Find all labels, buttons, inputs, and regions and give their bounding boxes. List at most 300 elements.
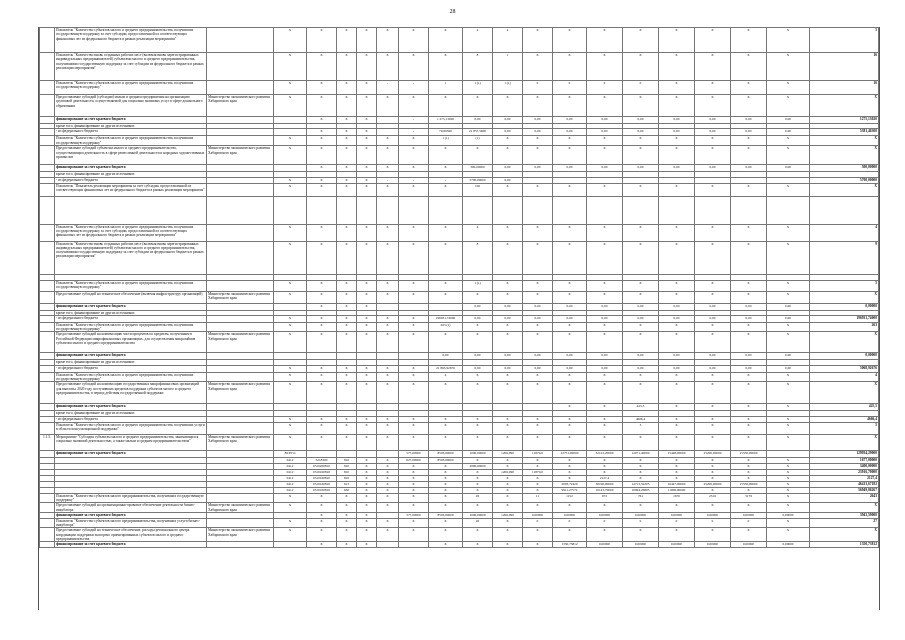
row-executor [207,129,274,136]
row-cell: X [357,241,377,274]
row-cell: X [357,81,377,95]
row-cell: X [553,434,587,450]
row-cell: X [463,416,493,422]
row-cell [377,129,399,136]
row-cell: X [767,372,810,382]
row-cell: X [429,224,463,241]
row-executor [207,196,274,224]
row-cell: X [429,542,463,548]
row-cell: 810 [337,463,357,469]
row-cell: X [274,382,307,404]
row-cell: X [523,136,553,146]
row-cell: 1000,00000 [463,450,493,457]
row-cell: X [429,291,463,303]
row-cell: 11 [523,493,553,503]
table-row [40,332,879,353]
row-cell: X [463,475,493,481]
row-name: финансирование за счет краевого бюджета [55,404,207,411]
row-cell: X [399,183,429,196]
row-cell: X [307,241,337,274]
row-total: 5 [810,28,879,53]
row-cell: X [659,280,695,291]
row-total: X [810,382,879,404]
row-cell: X [337,53,357,81]
row-cell: X [399,224,429,241]
row-cell: X [377,528,399,542]
row-number [40,528,55,542]
row-cell [623,196,659,224]
row-cell: X [377,475,399,481]
row-name: Показатель "Показатель реализации мероприятия за счет субсидии, предоставленной из соответствующих финансовых лет из федерального бюджета в рамках реализации мероприятия" [55,183,207,196]
row-cell: X [623,183,659,196]
row-cell: 16447,00000 [659,481,695,487]
row-cell: 0,00000 [659,512,695,518]
row-cell: X [767,416,810,422]
row-cell: 0 [523,81,553,95]
row-cell: X [274,372,307,382]
row-cell: 577,00000 [399,450,429,457]
row-cell: 627,00000 [399,457,429,463]
row-name: Показатель "Количество субъектов малого предпринимательства, получивших государственную поддержку" [55,493,207,503]
row-number [40,183,55,196]
row-cell: X [463,332,493,353]
row-name: Показатель "Количество субъектов малого и среднего предпринимательства, получивших государственную поддержку за счет субсидии, предоставленной из соответствующих финансовых лет из федерального бюджета в рамках реализации мероприятия" [55,224,207,241]
row-cell: X [357,224,377,241]
row-cell: X [731,241,767,274]
row-total: X [810,95,879,117]
row-cell: 0 [553,518,587,528]
row-cell: X [399,95,429,117]
row-cell [377,353,399,360]
row-cell: 0,00 [463,353,493,360]
row-cell: X [523,528,553,542]
row-cell: X [523,475,553,481]
row-cell: X [307,146,337,165]
row-executor [207,518,274,528]
row-cell: 0,00 [731,303,767,310]
row-cell: X [493,457,523,463]
row-total: X [810,136,879,146]
row-cell: X [553,241,587,274]
row-cell: X [695,457,731,463]
row-cell: X [307,303,337,310]
row-cell: 1152 [553,493,587,503]
row-cell: X [623,503,659,513]
row-cell: X [493,422,523,434]
row-cell: X [553,322,587,332]
row-cell: 8 [463,53,493,81]
row-cell: X [463,481,493,487]
row-cell: 26 [463,493,493,503]
row-cell: 0,00 [623,353,659,360]
row-cell: 0,00 [659,165,695,172]
row-cell: - [399,117,429,124]
row-cell: X [274,518,307,528]
row-cell: X [493,95,523,117]
row-cell: 810 [337,457,357,463]
row-cell: X [274,365,307,372]
row-cell: X [553,528,587,542]
row-name: финансирование за счет краевого бюджета [55,512,207,518]
row-cell: X [659,422,695,434]
row-cell: X [429,53,463,81]
row-cell: 300,00000 [463,165,493,172]
row-cell: 0 [587,81,623,95]
row-cell: X [623,241,659,274]
row-cell: X [307,422,337,434]
row-cell: X [337,129,357,136]
row-cell: X [767,183,810,196]
row-cell: X [623,291,659,303]
row-cell [337,196,357,224]
row-cell: X [523,53,553,81]
row-cell: X [337,136,357,146]
row-cell: 0,00 [553,129,587,136]
row-cell: 0,00 [523,315,553,322]
row-name: Показатель "Количество субъектов малого и среднего предпринимательства, получивших государственную поддержку" [55,372,207,382]
row-cell [399,542,429,548]
row-cell: X [731,136,767,146]
row-cell: X [357,303,377,310]
row-cell: X [587,224,623,241]
row-cell: 0,00 [587,165,623,172]
row-cell: 4 [463,224,493,241]
row-executor [207,280,274,291]
row-cell [523,404,553,411]
row-cell: X [274,53,307,81]
row-cell: X [587,146,623,165]
row-cell: X [659,183,695,196]
row-cell: X [337,280,357,291]
row-total: X [810,291,879,303]
row-cell [463,404,493,411]
row-cell: X [399,241,429,274]
row-cell: X [399,165,429,172]
row-cell: X [493,136,523,146]
row-total: 4 [810,372,879,382]
table-row [40,493,879,503]
row-cell [307,404,337,411]
row-executor [207,365,274,372]
row-cell: 810 [337,469,357,475]
row-cell [274,165,307,172]
row-cell: X [731,81,767,95]
row-cell: - [377,81,399,95]
row-cell: X [587,322,623,332]
row-cell: X [731,503,767,513]
row-cell: X [463,542,493,548]
row-cell: 32122,20000 [587,450,623,457]
row-cell: X [587,332,623,353]
row-cell: 0,00 [731,353,767,360]
row-cell: 0,00 [695,315,731,322]
row-cell: 8503,00000 [429,450,463,457]
row-cell: 0,00 [695,117,731,124]
row-cell: X [553,95,587,117]
row-cell: X [357,177,377,183]
row-cell: X [307,382,337,404]
row-total: 3943,59000 [810,512,879,518]
row-cell: X [767,469,810,475]
row-cell: X [274,434,307,450]
row-cell: X [377,136,399,146]
row-cell: 0 [659,518,695,528]
row-cell: X [493,528,523,542]
row-cell: X [357,382,377,404]
row-cell: X [429,475,463,481]
row-name: Предоставление субсидий субъектам малого и среднего предпринимательства, осуществляющим деятельность в сфере ремесленной деятельности и народных художественных промыслов [55,146,207,165]
row-total: 196931,74000 [810,315,879,322]
table-row [40,518,879,528]
row-cell: 0,00 [587,129,623,136]
row-cell: X [429,518,463,528]
row-cell: 21 857,5600 [463,129,493,136]
row-cell: 0,00000 [767,542,810,548]
row-cell: X [307,28,337,53]
row-total: X [810,434,879,450]
row-cell: 0,00 [493,117,523,124]
row-executor [207,542,274,548]
row-name: кроме того, финансирование из других источников: [55,124,207,129]
row-cell: X [463,457,493,463]
row-cell: 0,00 [493,165,523,172]
row-cell [587,196,623,224]
row-cell: X [493,372,523,382]
row-cell: X [767,503,810,513]
table-row [40,95,879,117]
row-cell: 1 [429,81,463,95]
row-cell: 0,00 [587,303,623,310]
row-cell: 425,5 [623,404,659,411]
row-cell: 30190,90000 [587,481,623,487]
table-row [40,353,879,360]
row-cell: X [587,241,623,274]
row-cell: X [429,28,463,53]
row-cell: X [767,528,810,542]
row-cell: 0,00 [463,117,493,124]
row-cell: 21 863,92676 [429,365,463,372]
row-cell [377,117,399,124]
row-cell: 8503,00000 [429,457,463,463]
row-cell: - [399,81,429,95]
row-cell: X [429,165,463,172]
row-name: кроме того, финансирование из других источников: [55,360,207,365]
row-total: X [810,146,879,165]
row-cell: X [731,332,767,353]
row-cell: 0,00 [695,165,731,172]
row-cell: X [493,542,523,548]
row-cell: X [623,95,659,117]
row-cell: X [399,291,429,303]
row-cell: X [357,146,377,165]
row-cell: X [399,416,429,422]
row-cell: X [695,332,731,353]
row-number [40,332,55,353]
row-cell: 0,00 [429,353,463,360]
row-cell [274,196,307,224]
row-cell: X [659,372,695,382]
row-total: 0,00000 [810,303,879,310]
row-cell: X [553,146,587,165]
row-cell: X [659,136,695,146]
row-cell: X [377,315,399,322]
table-row [40,404,879,411]
row-cell: X [695,53,731,81]
row-cell: 0310160810 [307,475,337,481]
row-cell: X [357,165,377,172]
row-cell: X [357,117,377,124]
row-cell: 11870,0 [523,469,553,475]
row-cell: 3 [623,422,659,434]
row-cell: X [623,457,659,463]
row-cell: 2900,00000 [463,463,493,469]
row-total: 56949,86267 [810,487,879,493]
row-cell: X [357,481,377,487]
row-cell: 0,00000 [695,512,731,518]
row-cell: X [357,487,377,493]
row-cell: 0,00 [695,129,731,136]
row-number [40,53,55,81]
row-cell: X [307,291,337,303]
row-total: 23916,70000 [810,469,879,475]
row-total: 4 [810,224,879,241]
row-cell: X [399,434,429,450]
row-cell: X [695,291,731,303]
row-cell: 0 [695,518,731,528]
row-cell: X [731,95,767,117]
budget-table [39,27,879,548]
row-cell: X [587,53,623,81]
row-cell: X [429,481,463,487]
row-cell: 0 [623,81,659,95]
row-cell: 0,00 [623,165,659,172]
row-executor [207,372,274,382]
row-cell [357,353,377,360]
row-name: Показатель "Количество субъектов малого и среднего предпринимательства, получивших государственную поддержку" [55,81,207,95]
row-cell: 15550,00000 [731,450,767,457]
row-cell [307,450,337,457]
row-cell: X [337,315,357,322]
row-cell: 577,00000 [399,512,429,518]
row-executor: Министерство экономического развития Хабаровского края [207,332,274,353]
table-row [40,28,879,53]
row-cell: X [399,136,429,146]
row-total: 46413,67182 [810,481,879,487]
row-cell [377,196,399,224]
row-cell: 15448,00000 [659,450,695,457]
row-total: 425,5 [810,404,879,411]
row-cell: X [659,404,695,411]
row-cell: X [357,463,377,469]
row-cell: 0310160810 [307,481,337,487]
row-cell: X [357,280,377,291]
row-cell: X [587,463,623,469]
row-cell: X [377,382,399,404]
row-cell: 0,00 [659,303,695,310]
row-cell: 0,00 [731,129,767,136]
row-cell: X [695,503,731,513]
row-cell: X [523,542,553,548]
row-cell: X [659,322,695,332]
row-cell: X [493,518,523,528]
row-cell: X [695,469,731,475]
row-number [40,280,55,291]
row-cell: 0,00 [463,315,493,322]
row-cell: X [399,280,429,291]
row-executor [207,404,274,411]
row-cell: X [523,503,553,513]
row-cell: X [731,280,767,291]
row-cell: 0,00 [493,353,523,360]
row-cell: X [523,481,553,487]
row-cell: X [695,146,731,165]
row-cell: 0,00000 [731,512,767,518]
row-cell: 0,00 [553,315,587,322]
row-cell: X [523,434,553,450]
row-cell: X [587,434,623,450]
row-executor: Министерство экономического развития Хабаровского края [207,503,274,513]
row-number [40,291,55,303]
row-number [40,117,55,124]
row-cell: X [493,503,523,513]
row-cell: X [337,177,357,183]
row-cell: X [623,463,659,469]
row-cell: X [553,382,587,404]
row-cell: X [377,372,399,382]
row-cell: X [623,224,659,241]
row-executor [207,315,274,322]
row-cell: 0,00 [623,129,659,136]
row-cell: X [731,422,767,434]
row-cell: X [337,332,357,353]
row-cell [553,196,587,224]
row-cell: X [274,241,307,274]
row-cell: X [307,416,337,422]
row-cell: X [337,183,357,196]
row-cell: 0412 [274,469,307,475]
row-cell: X [695,241,731,274]
row-cell: X [307,177,337,183]
row-executor [207,183,274,196]
row-name: Показатель "Количество вновь созданных рабочих мест (включая вновь зарегистрированных индивидуальных предпринимателей) субъектами малого и среднего предпринимательства, получившими государственную поддержку за счет субсидии из федерального бюджета в рамках реализации мероприятия" [55,53,207,81]
row-cell [337,450,357,457]
row-cell: 4666,4 [623,416,659,422]
row-cell: X [357,372,377,382]
row-total: 5 [810,422,879,434]
row-cell: X [307,315,337,322]
row-cell: X [357,95,377,117]
row-executor [207,117,274,124]
row-number [40,315,55,322]
row-cell: X [377,28,399,53]
row-cell: 100 [463,183,493,196]
row-cell: 12751,00000 [553,450,587,457]
row-name: финансирование за счет краевого бюджета [55,117,207,124]
row-number [40,404,55,411]
row-cell: X [731,28,767,53]
row-cell: X [695,372,731,382]
row-cell: 0,00 [493,177,523,183]
row-cell: X [493,463,523,469]
row-cell: 0 [587,518,623,528]
row-name: финансирование за счет краевого бюджета [55,450,207,457]
row-cell: X [429,434,463,450]
row-cell: X [623,53,659,81]
row-cell: X [587,422,623,434]
row-cell: X [463,291,493,303]
table-row [40,382,879,404]
row-cell: 0310160810 [307,487,337,493]
